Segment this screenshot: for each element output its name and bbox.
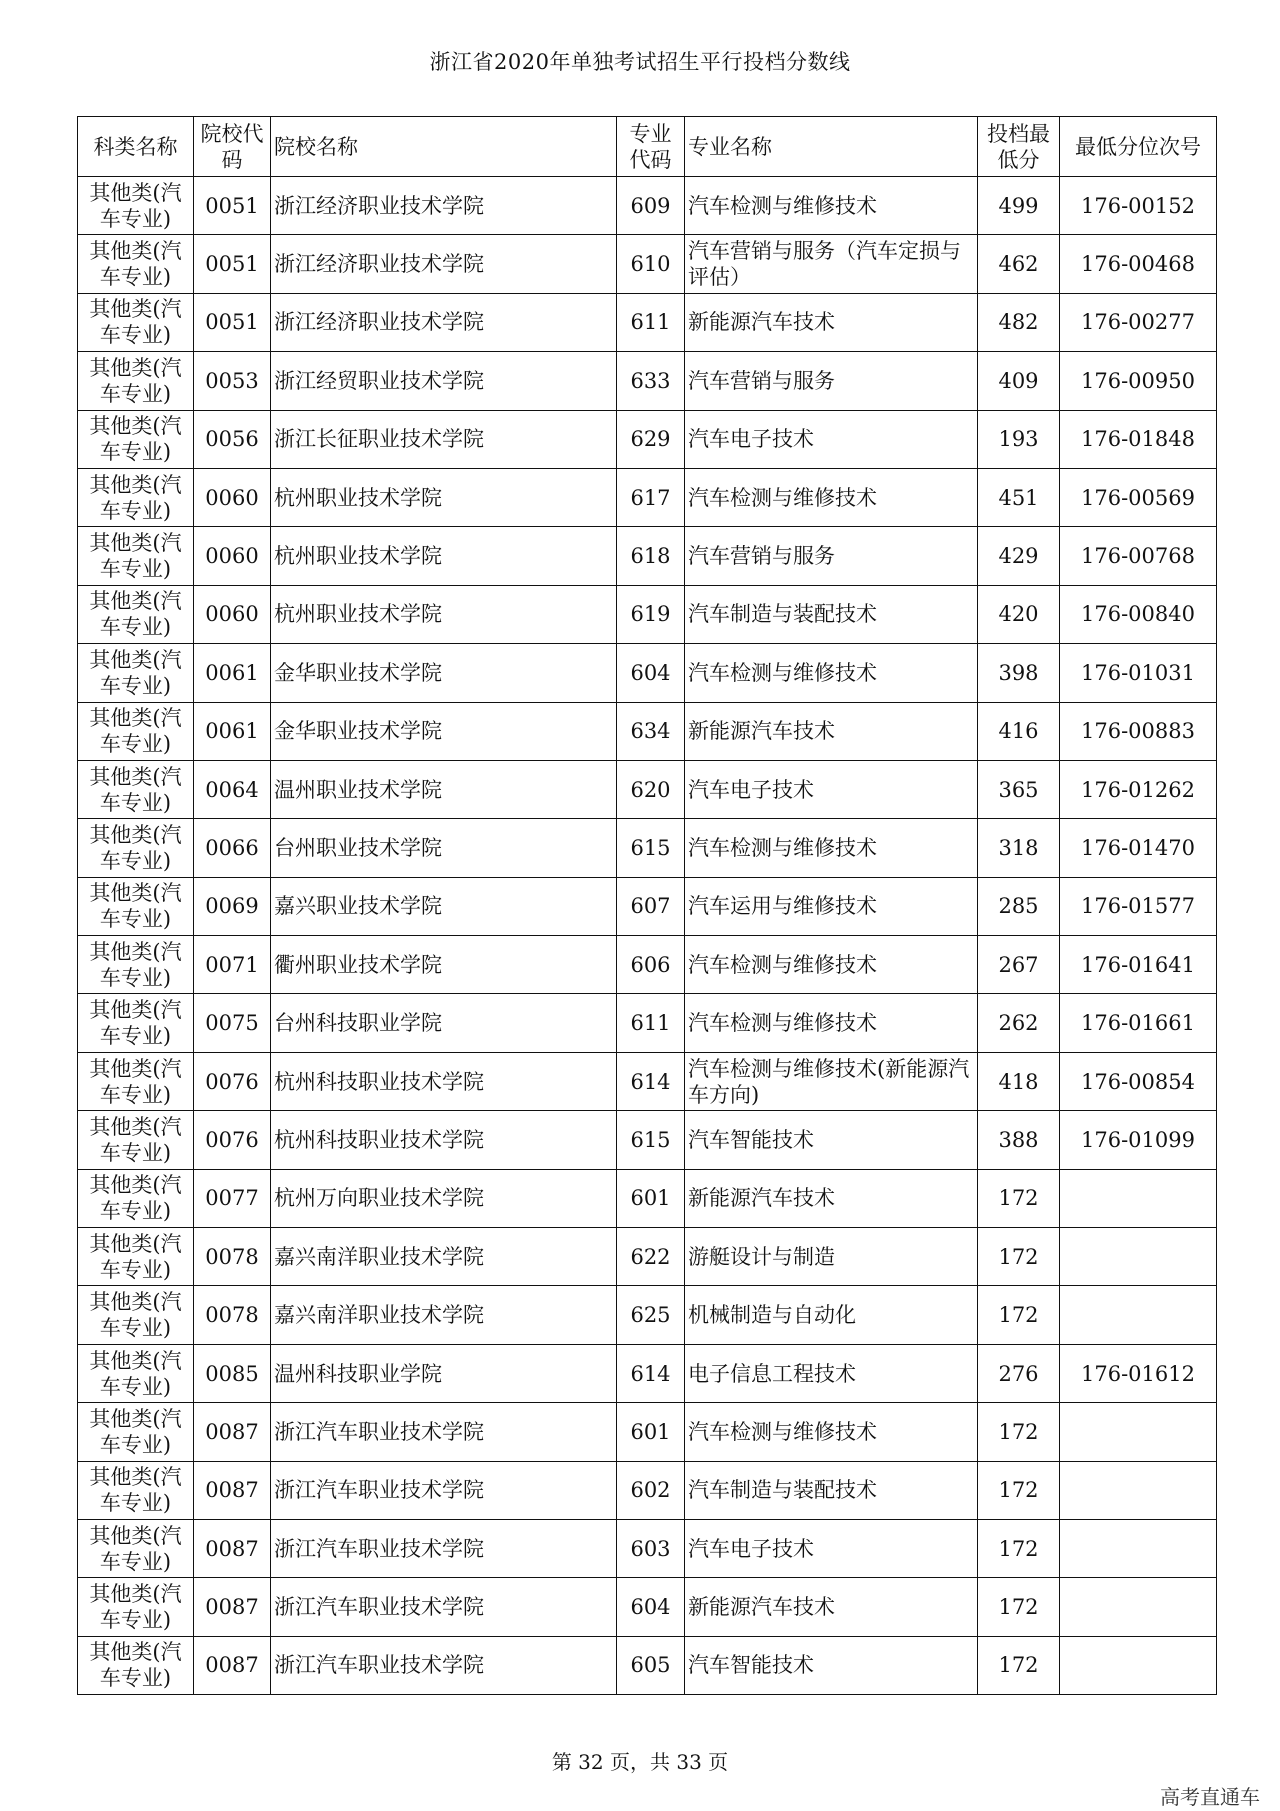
cell-major-name: 游艇设计与制造 (685, 1228, 978, 1286)
cell-school-code: 0061 (194, 644, 271, 702)
cell-major-name: 汽车检测与维修技术 (685, 177, 978, 235)
cell-min-score: 409 (978, 352, 1060, 410)
cell-major-code: 603 (617, 1519, 685, 1577)
cell-school-name: 衢州职业技术学院 (271, 936, 617, 994)
cell-major-code: 620 (617, 760, 685, 818)
cell-school-name: 浙江经贸职业技术学院 (271, 352, 617, 410)
cell-category: 其他类(汽车专业) (78, 177, 194, 235)
cell-min-rank: 176-01848 (1060, 410, 1217, 468)
cell-school-code: 0051 (194, 293, 271, 351)
header-category: 科类名称 (78, 117, 194, 177)
cell-category: 其他类(汽车专业) (78, 235, 194, 293)
cell-major-name: 汽车营销与服务（汽车定损与评估） (685, 235, 978, 293)
cell-category: 其他类(汽车专业) (78, 1111, 194, 1169)
cell-major-name: 汽车检测与维修技术 (685, 644, 978, 702)
table-row (78, 1169, 1217, 1227)
cell-school-code: 0078 (194, 1228, 271, 1286)
cell-school-code: 0085 (194, 1344, 271, 1402)
cell-major-name: 汽车检测与维修技术(新能源汽车方向) (685, 1052, 978, 1110)
cell-category: 其他类(汽车专业) (78, 760, 194, 818)
table-row (78, 1228, 1217, 1286)
cell-school-name: 金华职业技术学院 (271, 702, 617, 760)
table-row (78, 644, 1217, 702)
cell-min-rank: 176-01470 (1060, 819, 1217, 877)
table-body (78, 177, 1217, 1695)
header-min-score: 投档最低分 (978, 117, 1060, 177)
cell-major-name: 新能源汽车技术 (685, 1169, 978, 1227)
cell-min-score: 285 (978, 877, 1060, 935)
cell-major-name: 汽车电子技术 (685, 1519, 978, 1577)
cell-category: 其他类(汽车专业) (78, 819, 194, 877)
cell-school-code: 0064 (194, 760, 271, 818)
table-row (78, 760, 1217, 818)
cell-category: 其他类(汽车专业) (78, 1228, 194, 1286)
cell-school-name: 嘉兴职业技术学院 (271, 877, 617, 935)
cell-school-name: 浙江经济职业技术学院 (271, 293, 617, 351)
cell-min-rank: 176-01577 (1060, 877, 1217, 935)
watermark: 高考直通车 (1160, 1785, 1260, 1809)
cell-min-score: 388 (978, 1111, 1060, 1169)
cell-min-score: 429 (978, 527, 1060, 585)
cell-school-code: 0077 (194, 1169, 271, 1227)
cell-min-rank: 176-01262 (1060, 760, 1217, 818)
header-major-code: 专业代码 (617, 117, 685, 177)
cell-school-name: 浙江长征职业技术学院 (271, 410, 617, 468)
cell-min-score: 172 (978, 1636, 1060, 1694)
cell-major-code: 614 (617, 1052, 685, 1110)
cell-major-name: 新能源汽车技术 (685, 1578, 978, 1636)
cell-category: 其他类(汽车专业) (78, 877, 194, 935)
cell-major-code: 610 (617, 235, 685, 293)
cell-school-code: 0087 (194, 1461, 271, 1519)
cell-category: 其他类(汽车专业) (78, 527, 194, 585)
cell-school-name: 浙江汽车职业技术学院 (271, 1403, 617, 1461)
cell-school-code: 0087 (194, 1519, 271, 1577)
cell-school-name: 嘉兴南洋职业技术学院 (271, 1228, 617, 1286)
table-row (78, 1403, 1217, 1461)
table-row (78, 410, 1217, 468)
cell-min-score: 462 (978, 235, 1060, 293)
cell-school-name: 浙江汽车职业技术学院 (271, 1519, 617, 1577)
table-row (78, 1111, 1217, 1169)
cell-school-code: 0076 (194, 1052, 271, 1110)
cell-school-code: 0076 (194, 1111, 271, 1169)
cell-major-code: 615 (617, 1111, 685, 1169)
table-row (78, 235, 1217, 293)
cell-category: 其他类(汽车专业) (78, 702, 194, 760)
table-row (78, 1286, 1217, 1344)
cell-category: 其他类(汽车专业) (78, 352, 194, 410)
cell-major-name: 新能源汽车技术 (685, 293, 978, 351)
cell-min-rank: 176-01099 (1060, 1111, 1217, 1169)
cell-school-name: 杭州职业技术学院 (271, 527, 617, 585)
cell-school-name: 金华职业技术学院 (271, 644, 617, 702)
header-min-rank: 最低分位次号 (1060, 117, 1217, 177)
cell-min-score: 398 (978, 644, 1060, 702)
cell-school-code: 0051 (194, 177, 271, 235)
cell-major-code: 614 (617, 1344, 685, 1402)
cell-category: 其他类(汽车专业) (78, 410, 194, 468)
cell-major-name: 汽车检测与维修技术 (685, 1403, 978, 1461)
cell-school-code: 0066 (194, 819, 271, 877)
table-row (78, 177, 1217, 235)
cell-major-code: 601 (617, 1169, 685, 1227)
cell-min-score: 267 (978, 936, 1060, 994)
table-row (78, 468, 1217, 526)
cell-min-rank: 176-00277 (1060, 293, 1217, 351)
cell-category: 其他类(汽车专业) (78, 994, 194, 1052)
cell-school-code: 0075 (194, 994, 271, 1052)
cell-school-name: 浙江经济职业技术学院 (271, 177, 617, 235)
cell-min-score: 193 (978, 410, 1060, 468)
cell-school-code: 0053 (194, 352, 271, 410)
cell-min-rank (1060, 1403, 1217, 1461)
cell-major-code: 611 (617, 293, 685, 351)
cell-min-score: 499 (978, 177, 1060, 235)
cell-major-name: 汽车制造与装配技术 (685, 585, 978, 643)
table-row (78, 1052, 1217, 1110)
cell-major-name: 汽车智能技术 (685, 1636, 978, 1694)
cell-min-rank (1060, 1519, 1217, 1577)
cell-major-name: 汽车营销与服务 (685, 527, 978, 585)
cell-school-code: 0061 (194, 702, 271, 760)
table-row (78, 877, 1217, 935)
cell-min-rank (1060, 1169, 1217, 1227)
cell-school-name: 台州科技职业学院 (271, 994, 617, 1052)
cell-major-code: 622 (617, 1228, 685, 1286)
cell-major-code: 615 (617, 819, 685, 877)
cell-school-name: 杭州万向职业技术学院 (271, 1169, 617, 1227)
cell-major-name: 汽车运用与维修技术 (685, 877, 978, 935)
cell-min-rank: 176-01641 (1060, 936, 1217, 994)
cell-school-name: 浙江经济职业技术学院 (271, 235, 617, 293)
table-row (78, 1578, 1217, 1636)
cell-min-score: 172 (978, 1286, 1060, 1344)
cell-major-code: 633 (617, 352, 685, 410)
cell-min-score: 318 (978, 819, 1060, 877)
cell-min-rank: 176-01661 (1060, 994, 1217, 1052)
table-row (78, 1461, 1217, 1519)
cell-major-name: 汽车电子技术 (685, 410, 978, 468)
table-row (78, 1636, 1217, 1694)
table-row (78, 352, 1217, 410)
cell-min-score: 172 (978, 1519, 1060, 1577)
cell-min-rank: 176-00768 (1060, 527, 1217, 585)
cell-major-code: 602 (617, 1461, 685, 1519)
cell-school-code: 0087 (194, 1403, 271, 1461)
cell-major-code: 601 (617, 1403, 685, 1461)
cell-major-name: 汽车检测与维修技术 (685, 994, 978, 1052)
cell-min-score: 172 (978, 1228, 1060, 1286)
cell-min-rank: 176-00468 (1060, 235, 1217, 293)
page-number: 第 32 页，共 33 页 (551, 1750, 729, 1774)
cell-major-code: 607 (617, 877, 685, 935)
cell-min-rank (1060, 1578, 1217, 1636)
cell-min-rank: 176-00854 (1060, 1052, 1217, 1110)
cell-major-name: 汽车检测与维修技术 (685, 468, 978, 526)
header-school-code: 院校代码 (194, 117, 271, 177)
cell-major-name: 电子信息工程技术 (685, 1344, 978, 1402)
cell-category: 其他类(汽车专业) (78, 1461, 194, 1519)
cell-category: 其他类(汽车专业) (78, 1578, 194, 1636)
cell-major-name: 汽车检测与维修技术 (685, 936, 978, 994)
cell-school-name: 浙江汽车职业技术学院 (271, 1578, 617, 1636)
cell-school-code: 0060 (194, 527, 271, 585)
cell-min-score: 172 (978, 1403, 1060, 1461)
cell-school-name: 浙江汽车职业技术学院 (271, 1461, 617, 1519)
cell-min-score: 420 (978, 585, 1060, 643)
cell-major-code: 629 (617, 410, 685, 468)
cell-min-score: 451 (978, 468, 1060, 526)
cell-school-code: 0060 (194, 585, 271, 643)
cell-school-code: 0060 (194, 468, 271, 526)
cell-major-name: 汽车电子技术 (685, 760, 978, 818)
cell-major-name: 新能源汽车技术 (685, 702, 978, 760)
cell-school-code: 0087 (194, 1578, 271, 1636)
cell-school-code: 0078 (194, 1286, 271, 1344)
cell-school-name: 杭州职业技术学院 (271, 468, 617, 526)
cell-min-score: 482 (978, 293, 1060, 351)
cell-school-code: 0069 (194, 877, 271, 935)
cell-min-score: 172 (978, 1461, 1060, 1519)
table-row (78, 819, 1217, 877)
cell-min-score: 276 (978, 1344, 1060, 1402)
table-row (78, 585, 1217, 643)
cell-school-name: 杭州职业技术学院 (271, 585, 617, 643)
cell-min-rank (1060, 1228, 1217, 1286)
cell-min-rank: 176-00950 (1060, 352, 1217, 410)
cell-min-score: 418 (978, 1052, 1060, 1110)
cell-major-code: 604 (617, 1578, 685, 1636)
cell-category: 其他类(汽车专业) (78, 644, 194, 702)
cell-min-rank: 176-00569 (1060, 468, 1217, 526)
cell-category: 其他类(汽车专业) (78, 936, 194, 994)
cell-school-code: 0051 (194, 235, 271, 293)
cell-school-code: 0087 (194, 1636, 271, 1694)
cell-school-name: 温州职业技术学院 (271, 760, 617, 818)
cell-major-name: 汽车检测与维修技术 (685, 819, 978, 877)
cell-school-code: 0056 (194, 410, 271, 468)
cell-major-code: 611 (617, 994, 685, 1052)
cell-major-code: 604 (617, 644, 685, 702)
cell-category: 其他类(汽车专业) (78, 468, 194, 526)
cell-major-code: 625 (617, 1286, 685, 1344)
page-title: 浙江省2020年单独考试招生平行投档分数线 (429, 50, 851, 74)
table-header-row (78, 117, 1217, 177)
cell-min-rank (1060, 1286, 1217, 1344)
table-row (78, 527, 1217, 585)
cell-major-code: 606 (617, 936, 685, 994)
cell-school-name: 台州职业技术学院 (271, 819, 617, 877)
table-row (78, 936, 1217, 994)
cell-school-name: 杭州科技职业技术学院 (271, 1052, 617, 1110)
cell-min-score: 172 (978, 1578, 1060, 1636)
cell-school-name: 杭州科技职业技术学院 (271, 1111, 617, 1169)
table-row (78, 293, 1217, 351)
score-table (77, 116, 1217, 1695)
cell-category: 其他类(汽车专业) (78, 585, 194, 643)
cell-major-name: 汽车智能技术 (685, 1111, 978, 1169)
cell-category: 其他类(汽车专业) (78, 1403, 194, 1461)
cell-min-rank (1060, 1636, 1217, 1694)
cell-min-rank: 176-01612 (1060, 1344, 1217, 1402)
cell-category: 其他类(汽车专业) (78, 1519, 194, 1577)
cell-major-name: 机械制造与自动化 (685, 1286, 978, 1344)
cell-major-code: 619 (617, 585, 685, 643)
cell-min-score: 172 (978, 1169, 1060, 1227)
table-row (78, 1519, 1217, 1577)
header-major-name: 专业名称 (685, 117, 978, 177)
cell-school-name: 浙江汽车职业技术学院 (271, 1636, 617, 1694)
cell-school-code: 0071 (194, 936, 271, 994)
cell-min-rank: 176-01031 (1060, 644, 1217, 702)
table-row (78, 1344, 1217, 1402)
cell-major-name: 汽车制造与装配技术 (685, 1461, 978, 1519)
cell-major-name: 汽车营销与服务 (685, 352, 978, 410)
cell-min-score: 416 (978, 702, 1060, 760)
cell-major-code: 605 (617, 1636, 685, 1694)
cell-category: 其他类(汽车专业) (78, 1344, 194, 1402)
table-row (78, 994, 1217, 1052)
cell-min-rank: 176-00840 (1060, 585, 1217, 643)
cell-category: 其他类(汽车专业) (78, 1052, 194, 1110)
cell-category: 其他类(汽车专业) (78, 1286, 194, 1344)
cell-category: 其他类(汽车专业) (78, 1169, 194, 1227)
cell-school-name: 嘉兴南洋职业技术学院 (271, 1286, 617, 1344)
cell-major-code: 609 (617, 177, 685, 235)
cell-category: 其他类(汽车专业) (78, 1636, 194, 1694)
header-school-name: 院校名称 (271, 117, 617, 177)
cell-min-score: 262 (978, 994, 1060, 1052)
cell-category: 其他类(汽车专业) (78, 293, 194, 351)
cell-min-rank: 176-00883 (1060, 702, 1217, 760)
cell-major-code: 617 (617, 468, 685, 526)
cell-school-name: 温州科技职业学院 (271, 1344, 617, 1402)
table-row (78, 702, 1217, 760)
cell-major-code: 618 (617, 527, 685, 585)
cell-min-rank: 176-00152 (1060, 177, 1217, 235)
cell-major-code: 634 (617, 702, 685, 760)
cell-min-rank (1060, 1461, 1217, 1519)
cell-min-score: 365 (978, 760, 1060, 818)
